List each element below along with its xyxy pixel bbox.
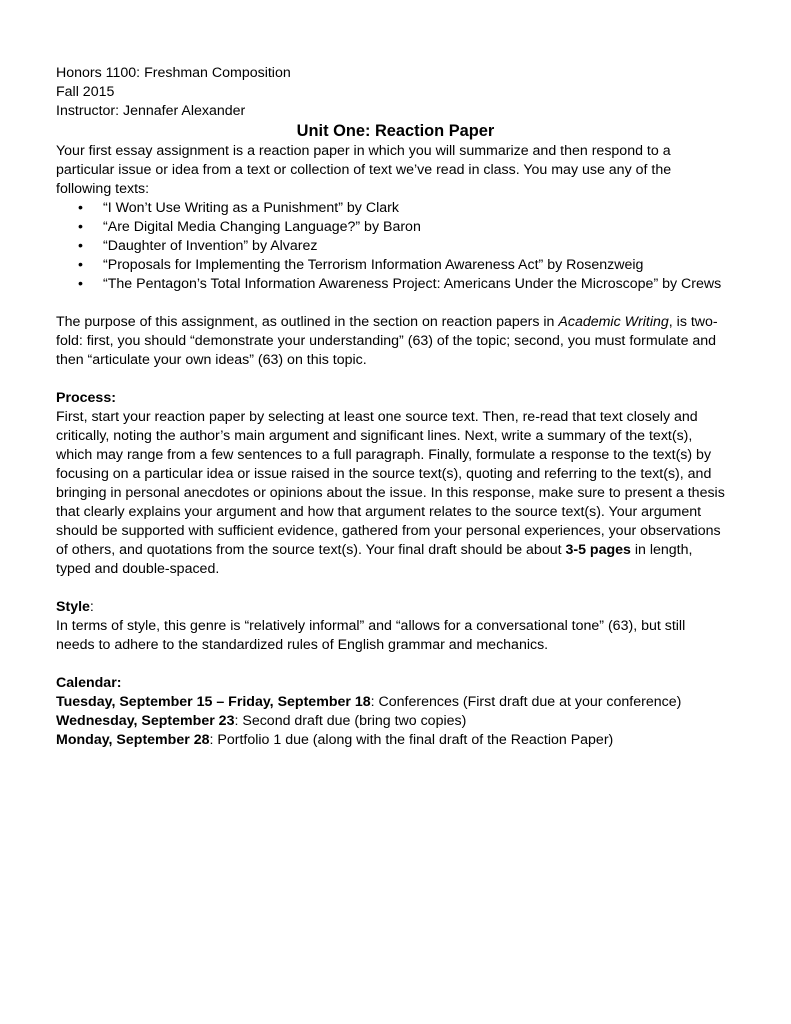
style-heading: Style: [56, 599, 90, 615]
process-line: should be supported with sufficient evidence, gathered from your personal experiences, your observations: [56, 523, 721, 539]
process-line: bringing in personal anecdotes or opinions about the issue. In this response, make sure to present a thesis: [56, 485, 725, 501]
bullet-icon: •: [78, 219, 83, 235]
page-title: Unit One: Reaction Paper: [296, 122, 495, 140]
purpose-line: [56, 313, 735, 332]
process-line: First, start your reaction paper by selecting at least one source text. Then, re-read that text closely and: [56, 409, 698, 425]
calendar-desc: : Conferences (First draft due at your conference): [370, 694, 682, 710]
process-text: of others, and quotations from the source text(s). Your final draft should be about: [56, 542, 566, 558]
purpose-line: fold: first, you should “demonstrate your understanding” (63) of the topic; second, you must formulate and: [56, 333, 717, 349]
calendar-heading: Calendar:: [56, 675, 122, 691]
purpose-text: The purpose of this assignment, as outlined in the section on reaction papers in: [56, 314, 559, 330]
process-line: focusing on a particular idea or issue raised in the source text(s), quoting and referring to the text(s), and: [56, 466, 712, 482]
style-section: [56, 598, 735, 655]
intro-line: following texts:: [56, 181, 150, 197]
calendar-entry: [56, 731, 735, 750]
purpose-line: then “articulate your own ideas” (63) on this topic.: [56, 352, 367, 368]
calendar-desc: : Portfolio 1 due (along with the final draft of the Reaction Paper): [209, 732, 614, 748]
process-line: typed and double-spaced.: [56, 561, 220, 577]
list-item: [56, 256, 735, 275]
list-item-label: “I Won’t Use Writing as a Punishment” by Clark: [103, 200, 399, 216]
process-text: in length,: [630, 542, 693, 558]
list-item: [56, 275, 735, 294]
process-line: critically, noting the author’s main argument and significant lines. Next, write a summary of the text(s),: [56, 428, 693, 444]
calendar-section: [56, 674, 735, 750]
purpose-paragraph: [56, 313, 735, 370]
calendar-date: Wednesday, September 23: [56, 713, 235, 729]
course-header: [56, 64, 735, 121]
spacer: [56, 294, 735, 313]
calendar-date: Monday, September 28: [56, 732, 210, 748]
calendar-date: Tuesday, September 15 – Friday, September 18: [56, 694, 371, 710]
text-list: [56, 199, 735, 294]
bullet-icon: •: [78, 200, 83, 216]
bullet-icon: •: [78, 238, 83, 254]
list-item: [56, 218, 735, 237]
style-line: needs to adhere to the standardized rules of English grammar and mechanics.: [56, 637, 549, 653]
book-title: Academic Writing: [558, 314, 669, 330]
process-line: [56, 541, 735, 560]
style-heading-line: [56, 598, 735, 617]
page-length: 3-5 pages: [565, 542, 631, 558]
intro-line: Your first essay assignment is a reaction paper in which you will summarize and then respond to a: [56, 143, 671, 159]
list-item-label: “Daughter of Invention” by Alvarez: [103, 238, 318, 254]
list-item-label: “Proposals for Implementing the Terrorism Information Awareness Act” by Rosenzweig: [103, 257, 644, 273]
calendar-entry: [56, 712, 735, 731]
process-section: [56, 389, 735, 579]
term: Fall 2015: [56, 84, 115, 100]
list-item-label: “The Pentagon’s Total Information Awareness Project: Americans Under the Microscope” by Crews: [103, 276, 722, 292]
bullet-icon: •: [78, 276, 83, 292]
course-name: Honors 1100: Freshman Composition: [56, 65, 291, 81]
list-item: [56, 199, 735, 218]
process-line: which may range from a few sentences to a full paragraph. Finally, formulate a response to the text(s) by: [56, 447, 712, 463]
intro-paragraph: [56, 142, 735, 199]
style-line: In terms of style, this genre is “relatively informal” and “allows for a conversational tone” (63), but still: [56, 618, 686, 634]
process-heading: Process:: [56, 390, 116, 406]
spacer: [56, 579, 735, 598]
calendar-desc: : Second draft due (bring two copies): [234, 713, 467, 729]
list-item: [56, 237, 735, 256]
purpose-text: , is two-: [668, 314, 718, 330]
intro-line: particular issue or idea from a text or collection of text we’ve read in class. You may use any of the: [56, 162, 672, 178]
list-item-label: “Are Digital Media Changing Language?” by Baron: [103, 219, 421, 235]
process-line: that clearly explains your argument and how that argument relates to the source text(s). Your argument: [56, 504, 702, 520]
instructor: Instructor: Jennafer Alexander: [56, 103, 246, 119]
spacer: [56, 655, 735, 674]
style-colon: :: [89, 599, 94, 615]
calendar-entry: [56, 693, 735, 712]
bullet-icon: •: [78, 257, 83, 273]
spacer: [56, 370, 735, 389]
